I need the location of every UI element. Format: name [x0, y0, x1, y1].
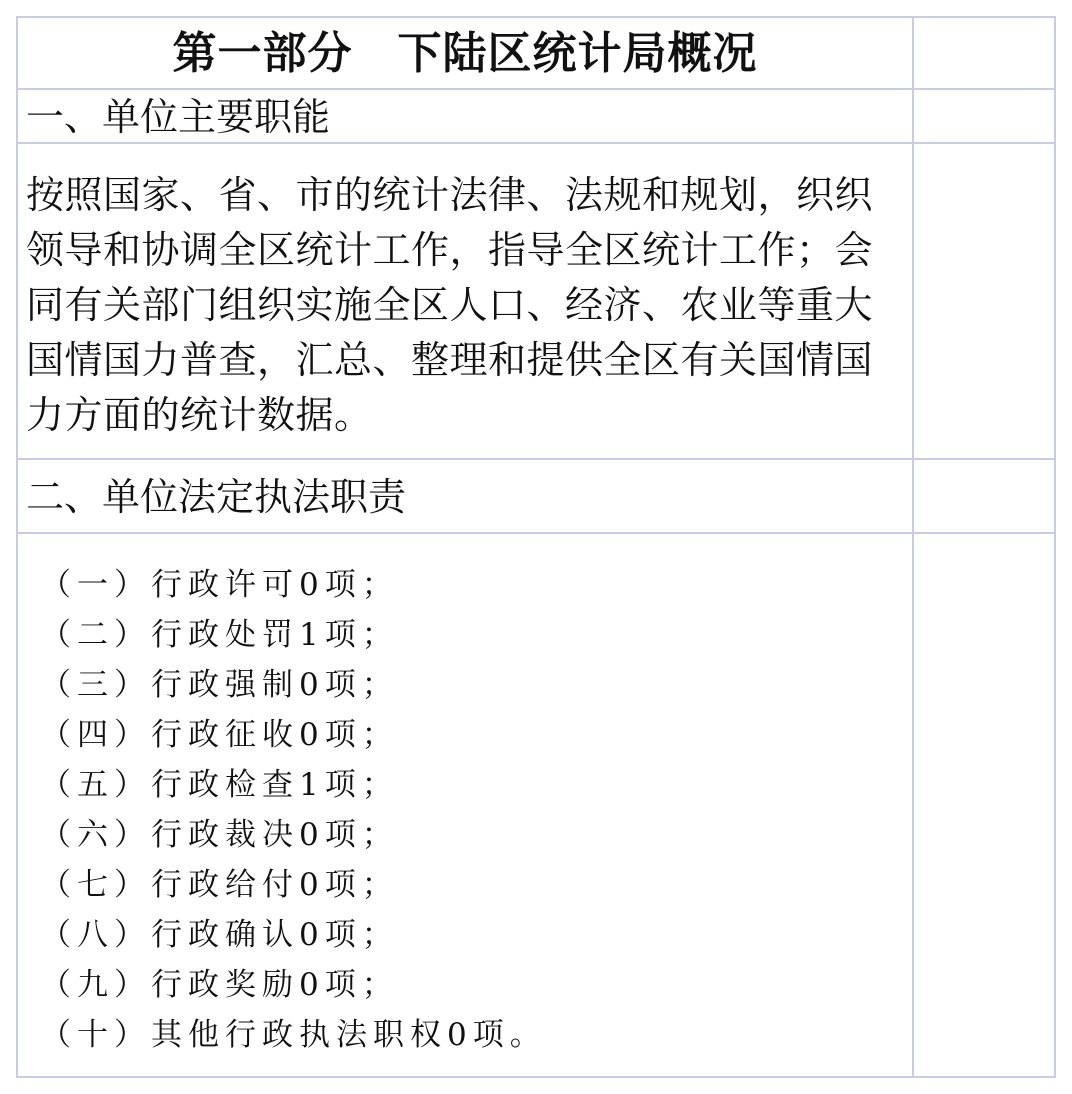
- document-table: [16, 16, 1056, 1078]
- section2-body: [18, 534, 912, 1076]
- list-item: （八）行政确认0项；: [40, 917, 399, 953]
- section1-body: 按照国家、省、市的统计法律、法规和规划，织织领导和协调全区统计工作，指导全区统计工作；会同有关部门组织实施全区人口、经济、农业等重大国情国力普查，汇总、整理和提供全区有关国情国力方面的统计数据。: [26, 173, 874, 437]
- list-item: （二）行政处罚1项；: [40, 617, 399, 653]
- list-item: （十）其他行政执法职权0项。: [40, 1017, 547, 1053]
- title-row: [18, 18, 1054, 90]
- section2-heading: 二、单位法定执法职责: [26, 475, 407, 519]
- list-item: （四）行政征收0项；: [40, 717, 399, 753]
- column-divider: [912, 534, 914, 1076]
- list-item: （九）行政奖励0项；: [40, 967, 399, 1003]
- section2-body-row: [18, 534, 1054, 1076]
- column-divider: [912, 144, 914, 458]
- column-divider: [912, 460, 914, 532]
- section2-heading-row: [18, 460, 1054, 534]
- column-divider: [912, 90, 914, 142]
- list-item: （六）行政裁决0项；: [40, 817, 399, 853]
- duty-list: [18, 534, 912, 1060]
- list-item: （三）行政强制0项；: [40, 667, 399, 703]
- list-item: （七）行政给付0项；: [40, 867, 399, 903]
- list-item: （五）行政检查1项；: [40, 767, 399, 803]
- column-divider: [912, 18, 914, 88]
- section1-heading: 一、单位主要职能: [26, 95, 331, 139]
- list-item: （一）行政许可0项；: [40, 567, 399, 603]
- section1-body-row: [18, 144, 1054, 460]
- section1-heading-row: [18, 90, 1054, 144]
- page-title: 第一部分 下陆区统计局概况: [172, 28, 758, 79]
